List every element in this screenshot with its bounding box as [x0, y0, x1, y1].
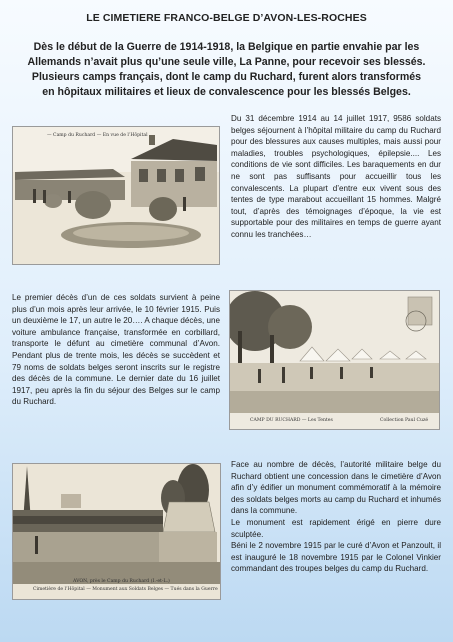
- tents-photo: [229, 290, 440, 430]
- hospital-photo: [12, 126, 220, 265]
- intro-line: Dès le début de la Guerre de 1914-1918, la Belgique en partie envahie par les: [33, 41, 420, 53]
- paragraph-concession: Face au nombre de décès, l’autorité militaire belge du Ruchard obtient une concession dans le cimetière d’Avon afin d’y édifier un monument commémoratif à la mémoire des soldats belges morts au camp du Ruchard et inhumés dans la commune.: [231, 460, 441, 516]
- monument-photo-caption: AVON, près le Camp du Ruchard (I.-et-L.): [73, 579, 170, 584]
- tents-photo-caption: CAMP DU RUCHARD — Les Tentes: [250, 418, 333, 423]
- hospital-photo-caption: — Camp du Ruchard — En vue de l’Hôpital: [47, 133, 148, 138]
- tents-photo-image: [230, 291, 439, 429]
- monument-photo-subcaption: Cimetière de l’Hôpital — Monument aux Soldats Belges — Tués dans la Guerre: [33, 587, 218, 592]
- tents-photo-credit: Collection Paul Cuzé: [380, 418, 429, 423]
- hospital-photo-image: [13, 127, 219, 264]
- paragraph-first-deaths: Le premier décès d’un de ces soldats survient à peine plus d’un mois après leur arrivée, le 10 février 1915. Puis un deuxième le 17, un autre le 20…. A chaque décès, une voiture ambulance française, transformée en corbillard, transporte le défunt au cimetière communal d’Avon. Pendant plus de trente mois, les décès se succèdent et 79 noms de soldats belges seront inscrits sur le registre des décès de la commune. Le dernier date du 16 juillet 1917, peu après la fin du séjour des Belges sur le camp du Ruchard.: [12, 293, 220, 407]
- intro-line: Plusieurs camps français, dont le camp du Ruchard, furent alors transformés: [31, 71, 422, 83]
- paragraph-inauguration: Béni le 2 novembre 1915 par le curé d’Avon et Panzoult, il est inauguré le 18 novembre 1915 par le Colonel Vinkier commandant des troupes belges du camp du Ruchard.: [231, 541, 441, 574]
- page-title: LE CIMETIERE FRANCO-BELGE D’AVON-LES-ROCHES: [86, 12, 367, 24]
- monument-photo-image: [13, 464, 220, 599]
- paragraph-monument-built: Le monument est rapidement érigé en pierre dure sculptée.: [231, 517, 441, 539]
- monument-photo: [12, 463, 221, 600]
- intro-paragraph: [10, 40, 443, 100]
- intro-line: en hôpitaux militaires et lieux de convalescence pour les blessés Belges.: [42, 86, 411, 98]
- intro-line: Allemands n’avait plus qu’une seule ville, La Panne, pour recevoir ses blessés.: [27, 56, 426, 68]
- monument-text-block: [231, 459, 441, 575]
- paragraph-camp-life: Du 31 décembre 1914 au 14 juillet 1917, 9586 soldats belges séjournent à l’hôpital militaire du camp du Ruchard pour des blessures aux causes multiples, mais aussi pour maladies, troubles psychologiques, épilepsie.... Les conditions de vie sont difficiles. Les baraquements en dur ne sont pas suffisants pour accueillir tous les convalescents. La plupart d’entre eux vivent sous des tentes de type marabout accueillant 15 hommes. Malgré tout, d’après des témoignages d’époque, la vie est supportable pour des militaires en temps de guerre ayant connu les tranchées…: [231, 114, 441, 239]
